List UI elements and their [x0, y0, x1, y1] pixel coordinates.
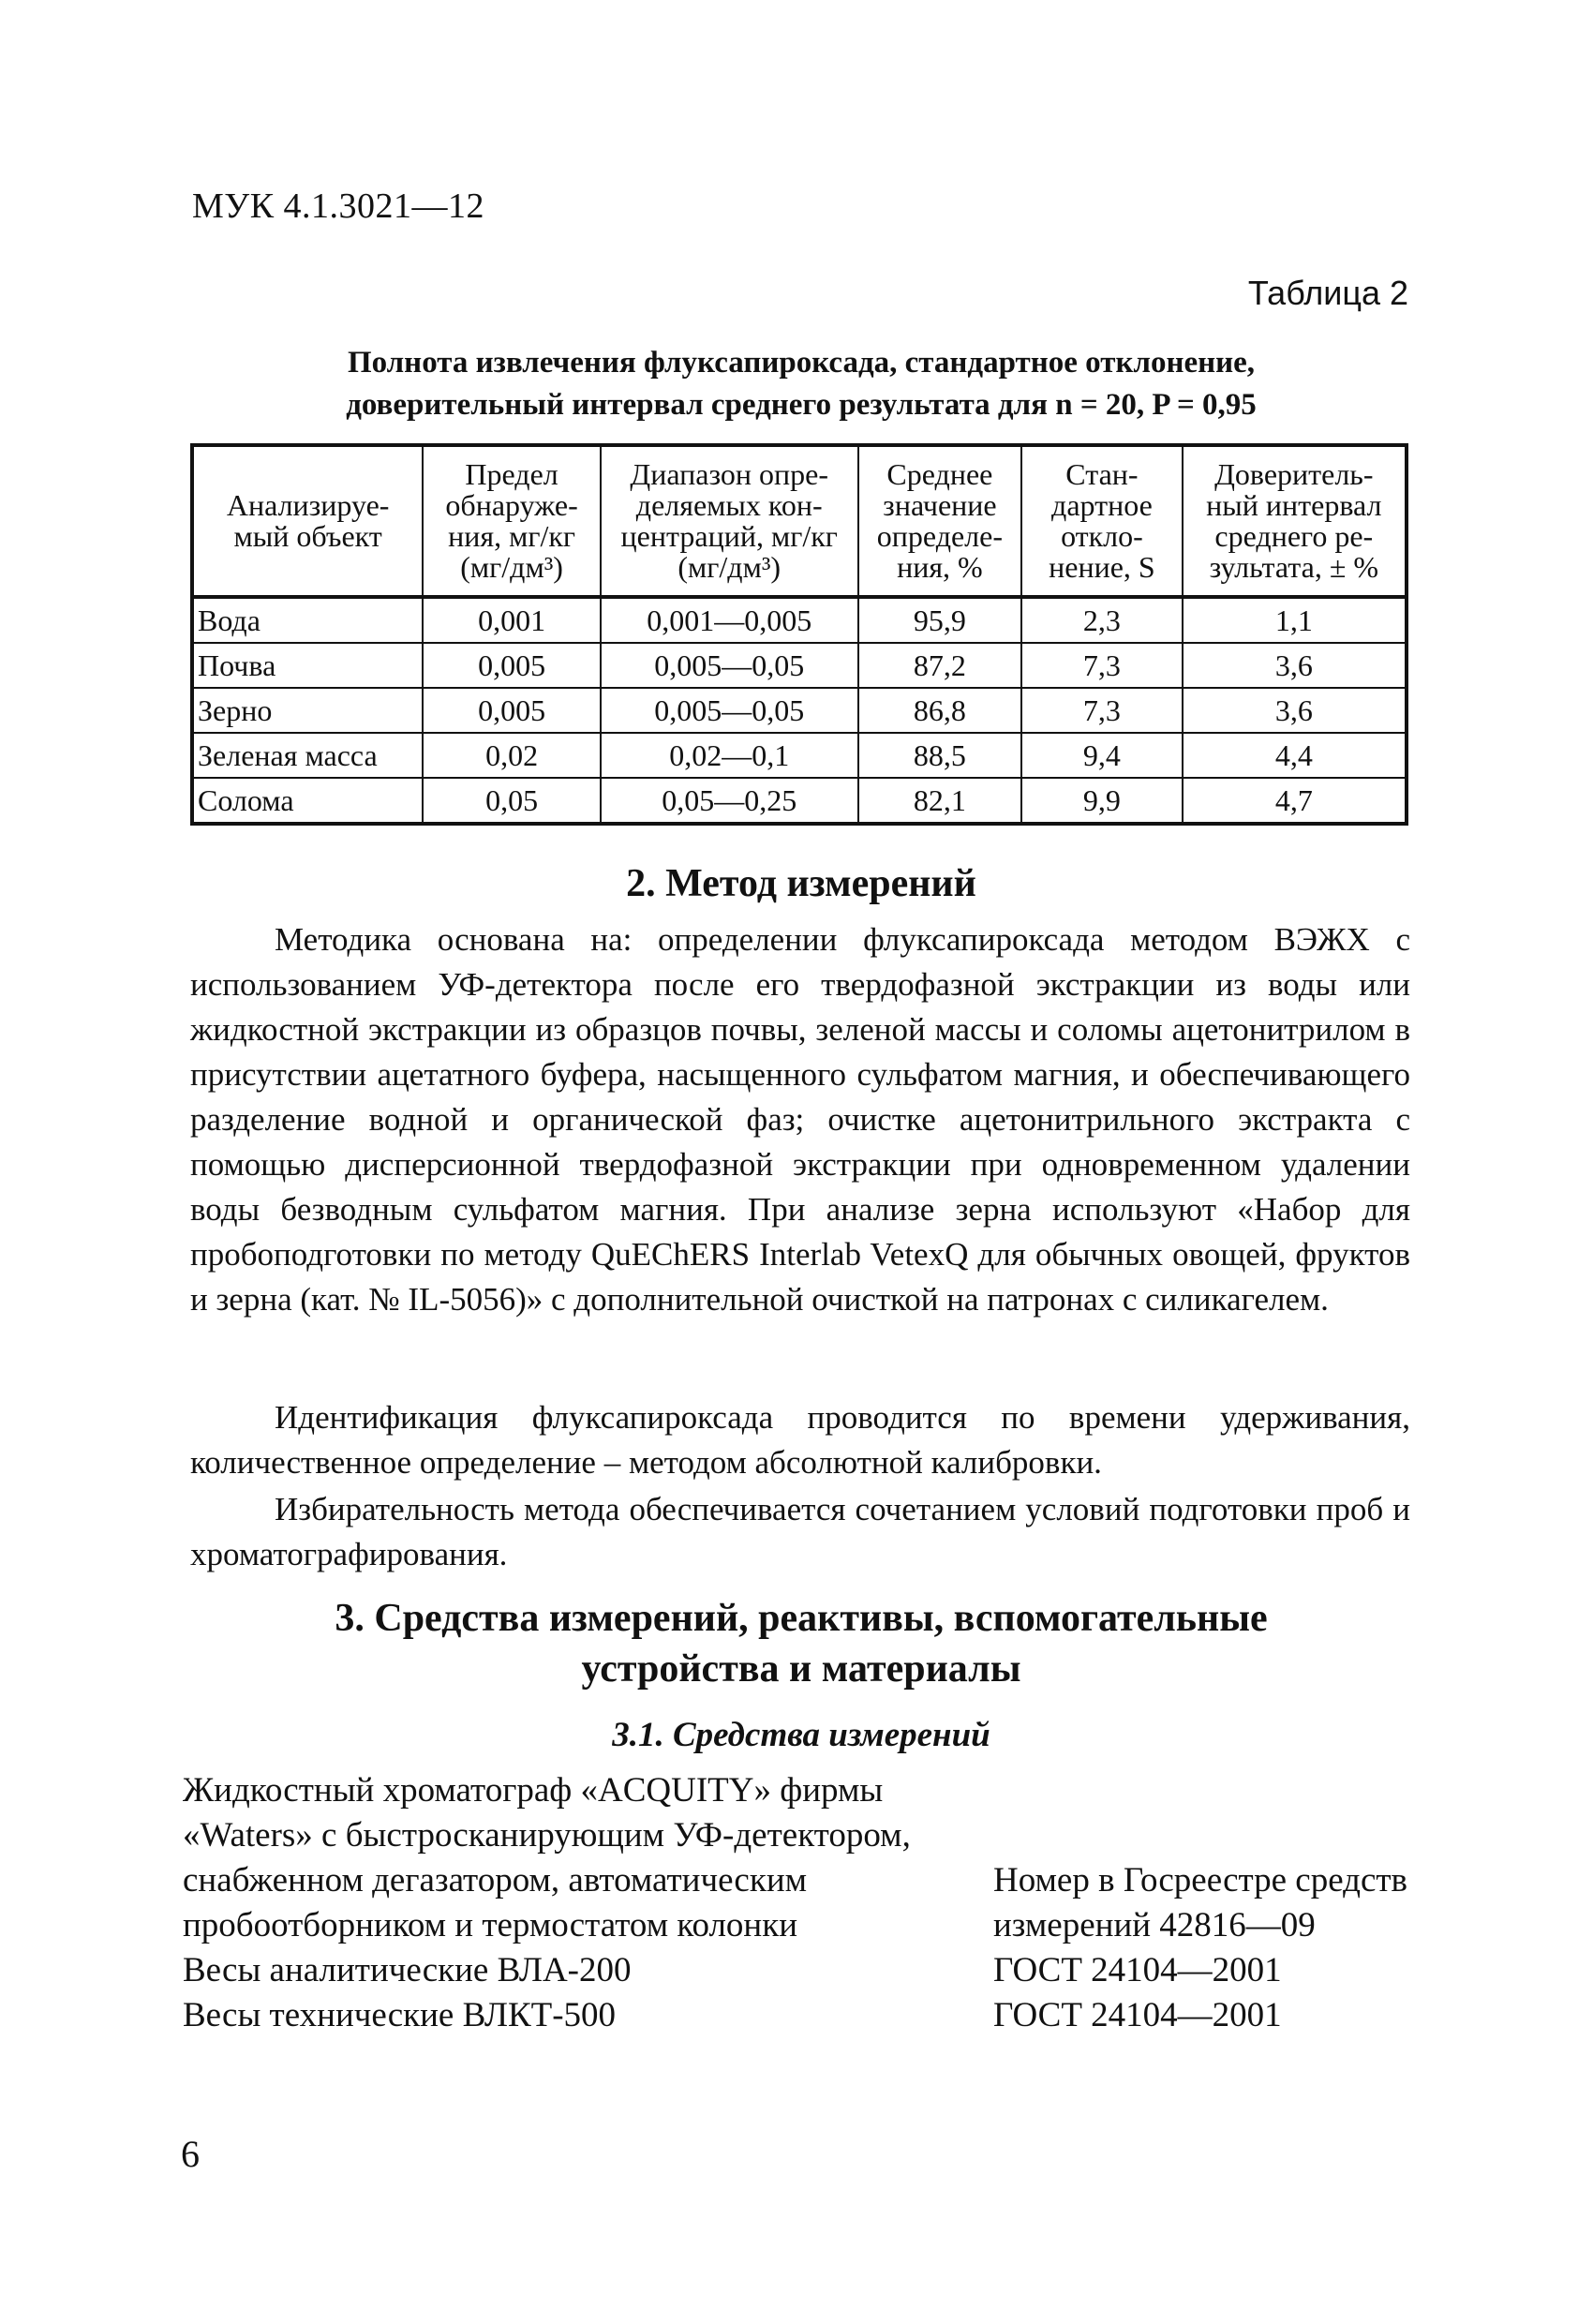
instrument-chromatograph-reference	[993, 1858, 1407, 1948]
table-row	[192, 733, 1407, 778]
table-cell: 0,005	[423, 643, 601, 688]
table-cell: 86,8	[858, 688, 1022, 733]
column-header: Доверитель-ный интервал среднего ре-зультата, ± %	[1183, 445, 1407, 597]
subsection-3-1-title: 3.1. Средства измерений	[612, 1716, 990, 1754]
table-cell: 2,3	[1021, 597, 1182, 643]
section-2-title: 2. Метод измерений	[626, 862, 976, 905]
table-cell: 4,7	[1183, 778, 1407, 824]
table-caption-line-1: Полнота извлечения флуксапироксада, стандартное отклонение,	[347, 346, 1256, 380]
column-header: Стан-дартное откло-нение, S	[1021, 445, 1182, 597]
table-row	[192, 688, 1407, 733]
document-code: МУК 4.1.3021—12	[192, 186, 485, 226]
table-cell: 0,05	[423, 778, 601, 824]
table-row	[192, 778, 1407, 824]
table-caption-line-2: доверительный интервал среднего результата для n = 20, P = 0,95	[346, 388, 1257, 422]
column-header: Среднее значение определе-ния, %	[858, 445, 1022, 597]
table-cell: Зеленая масса	[192, 733, 423, 778]
instrument-text-line: пробоотборником и термостатом колонки	[183, 1906, 798, 1944]
instrument-chromatograph	[183, 1768, 911, 1948]
instrument-technical-balance-reference: ГОСТ 24104—2001	[993, 1996, 1282, 2034]
table-cell: 0,02—0,1	[601, 733, 858, 778]
instrument-text-line: снабженном дегазатором, автоматическим	[183, 1861, 808, 1899]
column-header: Анализируе-мый объект	[192, 445, 423, 597]
table-cell: Зерно	[192, 688, 423, 733]
section-2-paragraph-2	[190, 1395, 1410, 1485]
paragraph-text: Идентификация флуксапироксада проводится по времени удерживания, количественное определение – методом абсолютной калибровки.	[190, 1399, 1410, 1481]
table-label: Таблица 2	[1247, 274, 1408, 312]
section-2-paragraph-3	[190, 1487, 1410, 1577]
section-3-title-line-1: 3. Средства измерений, реактивы, вспомогательные	[335, 1597, 1268, 1640]
page-number: 6	[181, 2133, 200, 2175]
table-cell: 87,2	[858, 643, 1022, 688]
table-cell: Солома	[192, 778, 423, 824]
table-cell: 0,05—0,25	[601, 778, 858, 824]
table-row	[192, 643, 1407, 688]
table-caption	[192, 342, 1410, 426]
reference-text-line: Номер в Госреестре средств	[993, 1861, 1408, 1899]
table-cell: 0,005	[423, 688, 601, 733]
instrument-analytical-balance-reference: ГОСТ 24104—2001	[993, 1951, 1282, 1989]
table-cell: 1,1	[1183, 597, 1407, 643]
table-cell: 3,6	[1183, 688, 1407, 733]
instrument-text-line: Жидкостный хроматограф «ACQUITY» фирмы	[183, 1771, 884, 1810]
section-3-title	[192, 1593, 1410, 1694]
table-cell: 7,3	[1021, 688, 1182, 733]
instrument-technical-balance: Весы технические ВЛКТ-500	[183, 1996, 617, 2034]
instrument-text-line: «Waters» с быстросканирующим УФ-детектором,	[183, 1816, 911, 1855]
table-cell: 7,3	[1021, 643, 1182, 688]
paragraph-text: Методика основана на: определении флуксапироксада методом ВЭЖХ с использованием УФ-детектора после его твердофазной экстракции из воды или жидкостной экстракции из образцов почвы, зеленой массы и соломы ацетонитрилом в присутствии ацетатного буфера, насыщенного сульфатом магния, и обеспечивающего разделение водной и органической фаз; очистке ацетонитрильного экстракта с помощью дисперсионной твердофазной экстракции при одновременном удалении воды безводным сульфатом магния. При анализе зерна используют «Набор для пробоподготовки по методу QuEChERS Interlab VetexQ для обычных овощей, фруктов и зерна (кат. № IL-5056)» с дополнительной очисткой на патронах с силикагелем.	[190, 921, 1410, 1318]
table-cell: 0,001—0,005	[601, 597, 858, 643]
table-cell: 9,9	[1021, 778, 1182, 824]
section-2-paragraph-1	[190, 917, 1410, 1322]
table-cell: Почва	[192, 643, 423, 688]
table-cell: 0,005—0,05	[601, 643, 858, 688]
table-cell: 88,5	[858, 733, 1022, 778]
results-table	[190, 443, 1408, 826]
section-3-title-line-2: устройства и материалы	[581, 1647, 1021, 1691]
table-cell: 0,001	[423, 597, 601, 643]
table-cell: Вода	[192, 597, 423, 643]
column-header: Предел обнаруже-ния, мг/кг (мг/дм³)	[423, 445, 601, 597]
paragraph-text: Избирательность метода обеспечивается сочетанием условий подготовки проб и хроматографирования.	[190, 1491, 1410, 1572]
reference-text-line: измерений 42816—09	[993, 1906, 1316, 1944]
instrument-analytical-balance: Весы аналитические ВЛА-200	[183, 1951, 632, 1989]
table-cell: 4,4	[1183, 733, 1407, 778]
table-cell: 3,6	[1183, 643, 1407, 688]
column-header: Диапазон опре-деляемых кон-центраций, мг/кг (мг/дм³)	[601, 445, 858, 597]
table-cell: 82,1	[858, 778, 1022, 824]
table-cell: 0,02	[423, 733, 601, 778]
table-row	[192, 597, 1407, 643]
table-cell: 0,005—0,05	[601, 688, 858, 733]
table-cell: 95,9	[858, 597, 1022, 643]
table-header-row	[192, 445, 1407, 597]
table-cell: 9,4	[1021, 733, 1182, 778]
